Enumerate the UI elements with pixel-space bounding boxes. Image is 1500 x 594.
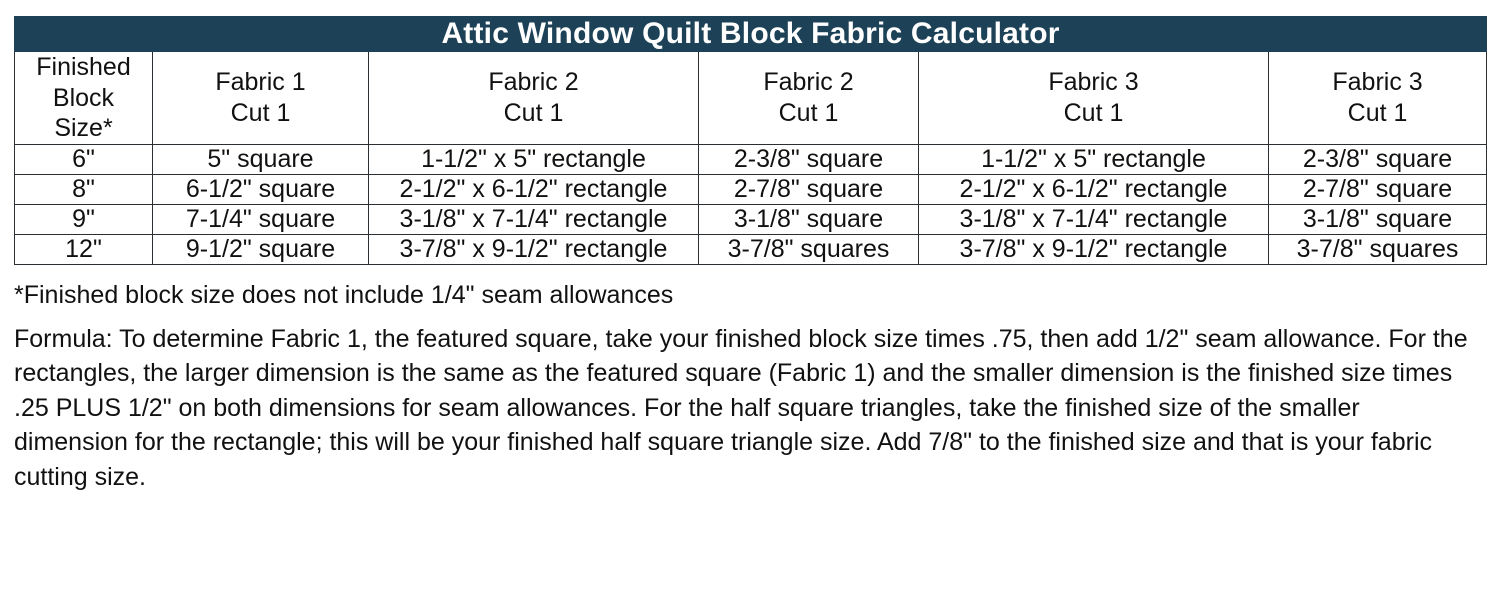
document-page	[0, 0, 1500, 265]
header-line-2: Cut 1	[778, 98, 839, 127]
header-line-2: Cut 1	[1347, 98, 1408, 127]
cell-block-size: 6"	[15, 144, 153, 174]
cell-fabric-2-square: 2-7/8" square	[699, 174, 919, 204]
formula-text: Formula: To determine Fabric 1, the featured square, take your finished block size times .75, then add 1/2" seam allowance. For the rectangles, the larger dimension is the same as the featured square (Fabric 1) and the smaller dimension is the finished size times .25 PLUS 1/2" on both dimensions for seam allowances. For the half square triangles, take the finished size of the smaller dimension for the rectangle; this will be your finished half square triangle size. Add 7/8" to the finished size and that is your fabric cutting size.	[14, 324, 1468, 491]
cell-fabric-2-rectangle: 3-7/8" x 9-1/2" rectangle	[369, 234, 699, 264]
cell-fabric-3-square: 2-7/8" square	[1269, 174, 1487, 204]
header-line-2: Cut 1	[503, 98, 564, 127]
cell-fabric-2-rectangle: 1-1/2" x 5" rectangle	[369, 144, 699, 174]
header-line-3: Size*	[54, 114, 113, 142]
cell-fabric-3-square: 2-3/8" square	[1269, 144, 1487, 174]
cell-fabric-3-rectangle: 2-1/2" x 6-1/2" rectangle	[919, 174, 1269, 204]
cell-block-size: 12"	[15, 234, 153, 264]
cell-block-size: 8"	[15, 174, 153, 204]
cell-fabric-3-square: 3-7/8" squares	[1269, 234, 1487, 264]
cell-fabric-1: 7-1/4" square	[153, 204, 369, 234]
header-line-1: Fabric 3	[1332, 68, 1423, 97]
cell-fabric-2-square: 3-1/8" square	[699, 204, 919, 234]
header-line-1: Fabric 1	[215, 68, 306, 97]
table-row	[15, 204, 1487, 234]
cell-fabric-2-rectangle: 2-1/2" x 6-1/2" rectangle	[369, 174, 699, 204]
cell-fabric-3-rectangle: 3-1/8" x 7-1/4" rectangle	[919, 204, 1269, 234]
header-line-2: Cut 1	[1063, 98, 1124, 127]
table-row	[15, 234, 1487, 264]
cell-fabric-2-square: 3-7/8" squares	[699, 234, 919, 264]
column-header-fabric-1	[153, 52, 369, 145]
header-line-1: Finished	[36, 53, 131, 81]
column-header-fabric-3-square	[1269, 52, 1487, 145]
fabric-calculator-table	[14, 16, 1487, 265]
header-line-1: Fabric 3	[1048, 68, 1139, 97]
cell-fabric-3-square: 3-1/8" square	[1269, 204, 1487, 234]
table-row	[15, 174, 1487, 204]
cell-block-size: 9"	[15, 204, 153, 234]
notes-section	[0, 265, 1500, 495]
column-header-finished-block-size	[15, 52, 153, 145]
cell-fabric-1: 9-1/2" square	[153, 234, 369, 264]
cell-fabric-2-square: 2-3/8" square	[699, 144, 919, 174]
cell-fabric-2-rectangle: 3-1/8" x 7-1/4" rectangle	[369, 204, 699, 234]
column-header-fabric-2-square	[699, 52, 919, 145]
header-line-2: Cut 1	[230, 98, 291, 127]
column-header-fabric-3-rectangle	[919, 52, 1269, 145]
header-line-2: Block	[52, 83, 115, 112]
header-line-1: Fabric 2	[488, 68, 579, 97]
table-row	[15, 144, 1487, 174]
table-header-row	[15, 52, 1487, 145]
cell-fabric-1: 6-1/2" square	[153, 174, 369, 204]
cell-fabric-3-rectangle: 1-1/2" x 5" rectangle	[919, 144, 1269, 174]
cell-fabric-3-rectangle: 3-7/8" x 9-1/2" rectangle	[919, 234, 1269, 264]
column-header-fabric-2-rectangle	[369, 52, 699, 145]
header-line-1: Fabric 2	[763, 68, 854, 97]
footnote-seam-allowance: *Finished block size does not include 1/4" seam allowances	[14, 280, 674, 309]
page-title: Attic Window Quilt Block Fabric Calculator	[15, 17, 1487, 52]
table-title-row	[15, 17, 1487, 52]
cell-fabric-1: 5" square	[153, 144, 369, 174]
